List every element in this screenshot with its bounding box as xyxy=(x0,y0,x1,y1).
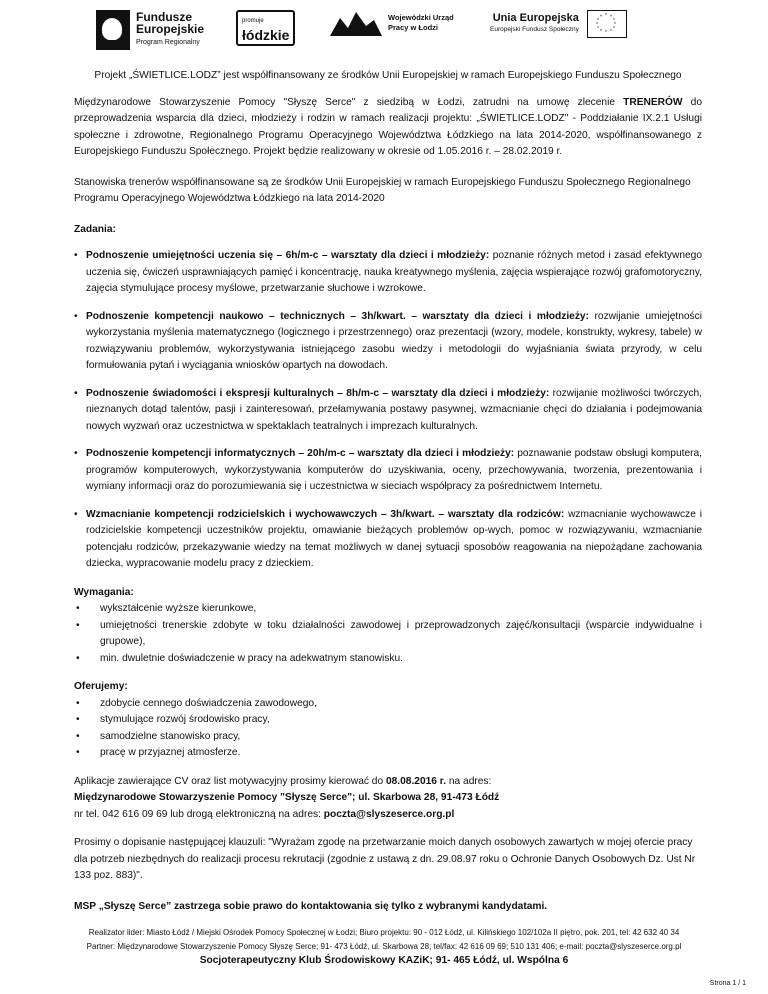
wup-line2: Pracy w Łodzi xyxy=(388,23,439,32)
offer-item: • zdobycie cennego doświadczenia zawodowego, xyxy=(74,696,702,713)
footer-line3: Socjoterapeutyczny Klub Środowiskowy KAZiK; 91- 465 Łódź, ul. Wspólna 6 xyxy=(199,955,569,966)
fe-star-icon xyxy=(96,10,130,50)
task-title: Wzmacnianie kompetencji rodzicielskich i wychowawczych – 3h/kwart. – warsztaty dla rodziców: xyxy=(86,508,565,520)
task-item xyxy=(74,248,702,298)
task-description: wzmacnianie wychowawcze i rodzicielskie kompetencji uczestników projektu, omawianie bieżących problemów op-wych, pomoc w rozwiązywaniu, wzmacnianie potencjału rodziców, przekazywanie wiedzy na temat możliwych w danej sytuacji sposobów reagowania na niepożądane zachowania dziecka, wypracowanie modelu pracy z dzieckiem. xyxy=(86,508,702,569)
offers-list xyxy=(74,696,702,762)
task-item xyxy=(74,386,702,436)
zadania-heading: Zadania: xyxy=(74,223,116,235)
requirement-item: • min. dwuletnie doświadczenie w pracy na adekwatnym stanowisku. xyxy=(74,651,702,668)
svg-text:*: * xyxy=(599,29,602,35)
fe-line3: Program Regionalny xyxy=(136,39,200,46)
fundusze-europejskie-logo xyxy=(96,10,204,50)
oferujemy-heading: Oferujemy: xyxy=(74,681,128,692)
svg-text:*: * xyxy=(604,30,607,36)
task-title: Podnoszenie świadomości i ekspresji kulturalnych – 8h/m-c – warsztaty dla dzieci i młodzieży: xyxy=(86,387,550,399)
footer-line2: Partner: Międzynarodowe Stowarzyszenie Pomocy Słyszę Serce; 91- 473 Łódź, ul. Skarbowa 28; tel/fax: 42 616 09 69; 510 131 406; e-mail: poczta@slyszeserce.org.pl xyxy=(86,942,682,951)
task-item xyxy=(74,446,702,496)
svg-text:*: * xyxy=(604,13,607,19)
svg-text:*: * xyxy=(612,18,615,24)
apply-text-c: nr tel. 042 616 09 69 lub drogą elektroniczną na adres: xyxy=(74,808,324,820)
consent-clause: Prosimy o dopisanie następującej klauzuli: "Wyrażam zgodę na przetwarzanie moich danych osobowych zawartych w mojej ofercie pracy dla potrzeb niezbędnych do realizacji procesu rekrutacji (zgodnie z ustawą z dn. 29.08.97 roku o Ochronie Danych Osobowych Dz. Ust Nr 133 poz. 883)". xyxy=(74,837,696,881)
fe-line1: Fundusze xyxy=(136,10,192,24)
wup-logo xyxy=(330,10,454,36)
mountains-icon xyxy=(330,10,382,36)
svg-text:*: * xyxy=(612,26,615,32)
offer-item: • stymulujące rozwój środowisko pracy, xyxy=(74,712,702,729)
lodzkie-small: promuje xyxy=(242,18,264,24)
apply-date: 08.08.2016 r. xyxy=(385,775,447,787)
wup-line1: Wojewódzki Urząd xyxy=(388,13,454,22)
offer-item: • pracę w przyjaznej atmosferze. xyxy=(74,745,702,762)
apply-text-a: Aplikacje zawierające CV oraz list motywacyjny prosimy kierować do xyxy=(74,775,386,787)
footer xyxy=(20,926,748,968)
task-item xyxy=(74,507,702,573)
paragraph-main xyxy=(74,95,702,161)
ue-line1: Unia Europejska xyxy=(492,12,579,24)
tasks-list xyxy=(74,248,702,573)
paragraph-cofinancing: Stanowiska trenerów współfinansowane są ze środków Unii Europejskiej w ramach Europejskiego Funduszu Społecznego Regionalnego Programu Operacyjnego Województwa Łódzkiego na lata 2014-2020 xyxy=(74,176,691,204)
task-title: Podnoszenie umiejętności uczenia się – 6h/m-c – warsztaty dla dzieci i młodzieży: xyxy=(86,250,490,261)
page-number: Strona 1 / 1 xyxy=(709,980,746,987)
lodzkie-logo xyxy=(236,10,295,46)
apply-email[interactable]: poczta@slyszeserce.org.pl xyxy=(323,808,455,820)
eu-flag-icon xyxy=(587,10,627,38)
apply-contact xyxy=(74,807,702,824)
task-description: poznawanie podstaw obsługi komputera, programów komputerowych, wykorzystywania komputerów do uzyskiwania, oceny, przechowywania, tworzenia, prezentowania i wymiany informacji oraz do porozumiewania się i uczestnictwa w sieciach współpracy za pośrednictwem Internetu. xyxy=(86,448,703,492)
document-body xyxy=(74,68,702,915)
p1-text-a: Międzynarodowe Stowarzyszenie Pomocy "Słyszę Serce" z siedzibą w Łodzi, zatrudni na umowę zlecenie xyxy=(74,96,624,108)
apply-text-b: na adres: xyxy=(446,775,492,787)
reservation-note: MSP „Słyszę Serce” zastrzega sobie prawo do kontaktowania się tylko z wybranymi kandydatami. xyxy=(74,900,548,912)
apply-line xyxy=(74,774,702,791)
ue-logo xyxy=(490,10,627,38)
task-item xyxy=(74,309,702,375)
ue-line2: Europejski Fundusz Społeczny xyxy=(490,26,579,33)
logo-bar xyxy=(0,0,768,62)
task-description: rozwijanie możliwości twórczych, nieznanych dotąd talentów, pasji i zainteresowań, przełamywania postawy pasywnej, wzmacnianie chęci do działania i podejmowania nowych wyzwań oraz uczestnictwa w spektaklach teatralnych i imprezach kulturalnych. xyxy=(86,387,702,432)
lodzkie-main: łódzkie xyxy=(242,27,290,43)
task-description: poznanie różnych metod i zasad efektywnego uczenia się, ćwiczeń usprawniających pamięć i koncentrację, nauka kreatywnego myślenia, zajęcia wspierające rozwój grafomotoryczny, zajęcia stymulujące procesy myślowe, przetwarzanie słuchowe i wzrokowe. xyxy=(86,250,703,294)
svg-text:*: * xyxy=(609,14,612,21)
svg-text:*: * xyxy=(595,22,598,28)
task-title: Podnoszenie kompetencji naukowo – technicznych – 3h/kwart. – warsztaty dla dzieci i młodzieży: xyxy=(86,310,589,322)
fe-line2: Europejskie xyxy=(136,22,205,36)
task-title: Podnoszenie kompetencji informatycznych – 20h/m-c – warsztaty dla dzieci i młodzieży: xyxy=(86,448,515,459)
p1-text-c: do przeprowadzenia wsparcia dla dzieci, młodzieży i rodzin w ramach realizacji projektu: „ŚWIETLICE.LODZ" - Poddziałanie IX.2.1 Usługi społeczne i zdrowotne, Regionalnego Programu Operacyjnego Województwa Łódzkiego na lata 2014-2020, współfinansowanego z Europejskiego Funduszu Społecznego. Projekt będzie realizowany w okresie od 1.05.2016 r. – 28.02.2019 r. xyxy=(74,96,702,157)
footer-line1: Realizator lider: Miasto Łódź / Miejski Ośrodek Pomocy Społecznej w Łodzi; Biuro projektu: 90 - 012 Łódź, ul. Kilińskiego 102/102a II piętro, pok. 201, tel: 42 632 40 34 xyxy=(88,928,680,937)
intro-line: Projekt „ŚWIETLICE.LODZ” jest współfinansowany ze środków Unii Europejskiej w ramach Europejskiego Funduszu Społecznego xyxy=(94,70,682,81)
requirement-item: • umiejętności trenerskie zdobyte w toku działalności zawodowej i przeprowadzonych zajęć/konsultacji (wsparcie indywidualne i grupowe), xyxy=(74,618,702,651)
task-description: rozwijanie umiejętności wykorzystania myślenia matematycznego (logicznego i przestrzennego) oraz prezentacji (wzory, modele, konstrukty, wykresy, tabele) w rozwiązywaniu problemów, wykorzystywania istniejącego zasobu wiedzy i metodologii do wyjaśniania świata przyrody, w celu formułowania pytań i wyciągania wniosków opartych na dowodach. xyxy=(86,310,702,371)
requirement-item: • wykształcenie wyższe kierunkowe, xyxy=(74,601,702,618)
p1-trainers: TRENERÓW xyxy=(623,96,683,108)
svg-text:*: * xyxy=(596,26,599,32)
offer-item: • samodzielne stanowisko pracy, xyxy=(74,729,702,746)
svg-text:*: * xyxy=(613,22,616,28)
svg-text:*: * xyxy=(609,29,612,35)
wymagania-heading: Wymagania: xyxy=(74,586,134,598)
svg-text:*: * xyxy=(599,14,602,21)
apply-address: Międzynarodowe Stowarzyszenie Pomocy "Słyszę Serce"; ul. Skarbowa 28, 91-473 Łódź xyxy=(74,792,500,803)
requirements-list xyxy=(74,601,702,667)
svg-text:*: * xyxy=(596,18,599,24)
